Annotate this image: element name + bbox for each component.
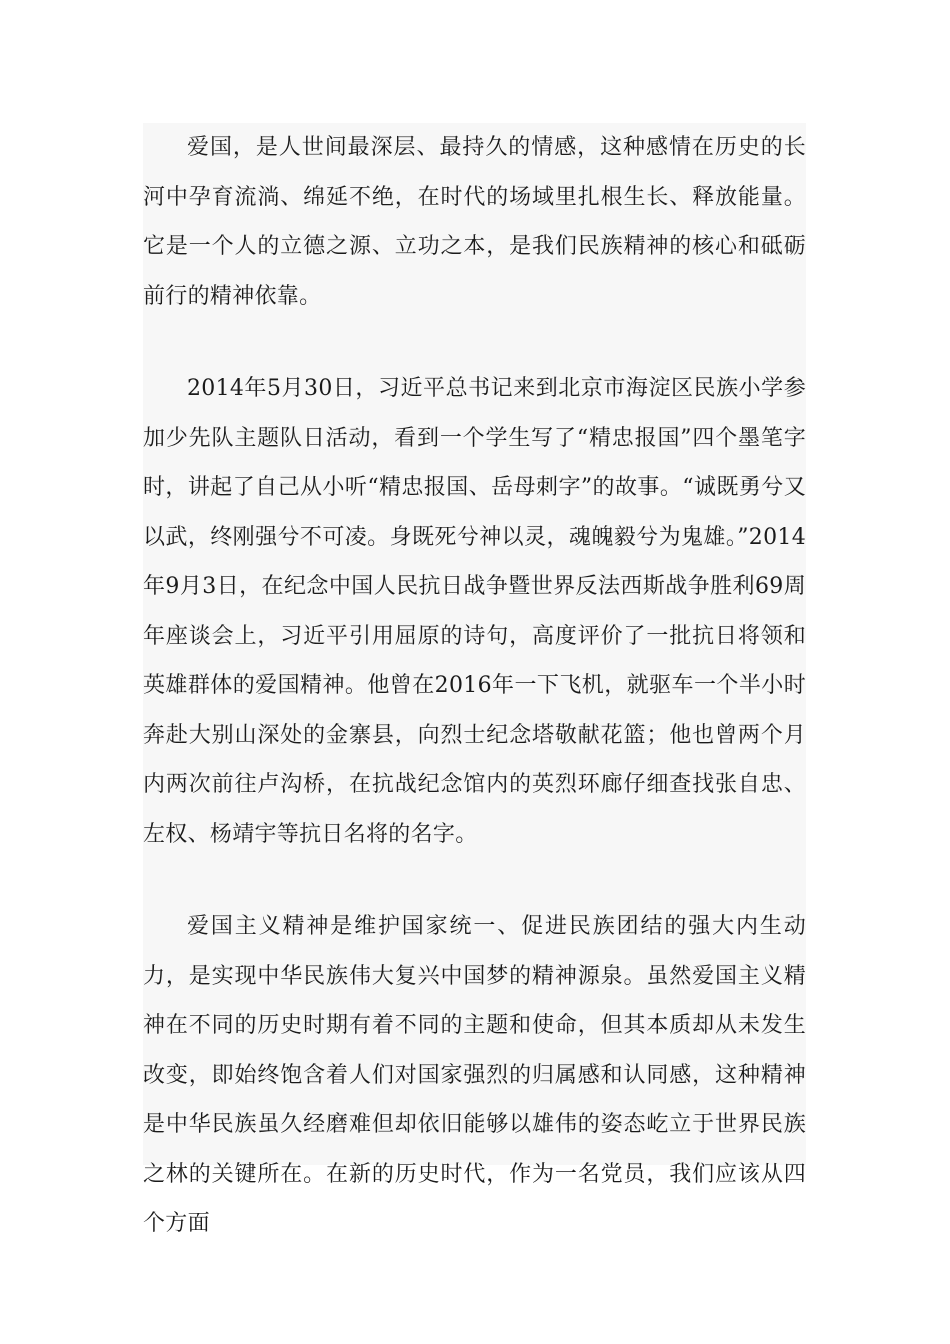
paragraph-2: 2014年5月30日，习近平总书记来到北京市海淀区民族小学参加少先队主题队日活动，看到一个学生写了“精忠报国”四个墨笔字时，讲起了自己从小听“精忠报国、岳母刺字”的故事。“诚既勇兮又以武，终刚强兮不可凌。身既死兮神以灵，魂魄毅兮为鬼雄。”2014年9月3日，在纪念中国人民抗日战争暨世界反法西斯战争胜利69周年座谈会上，习近平引用屈原的诗句，高度评价了一批抗日将领和英雄群体的爱国精神。他曾在2016年一下飞机，就驱车一个半小时奔赴大别山深处的金寨县，向烈士纪念塔敬献花篮；他也曾两个月内两次前往卢沟桥，在抗战纪念馆内的英烈环廊仔细查找张自忠、左权、杨靖宇等抗日名将的名字。 — [143, 376, 806, 847]
document-body — [143, 123, 806, 1236]
paragraph-3: 爱国主义精神是维护国家统一、促进民族团结的强大内生动力，是实现中华民族伟大复兴中国梦的精神源泉。虽然爱国主义精神在不同的历史时期有着不同的主题和使命，但其本质却从未发生改变，即始终饱含着人们对国家强烈的归属感和认同感，这种精神是中华民族虽久经磨难但却依旧能够以雄伟的姿态屹立于世界民族之林的关键所在。在新的历史时代，作为一名党员，我们应该从四个方面 — [143, 914, 806, 1236]
paragraph-1: 爱国，是人世间最深层、最持久的情感，这种感情在历史的长河中孕育流淌、绵延不绝，在时代的场域里扎根生长、释放能量。它是一个人的立德之源、立功之本，是我们民族精神的核心和砥砺前行的精神依靠。 — [143, 135, 806, 309]
